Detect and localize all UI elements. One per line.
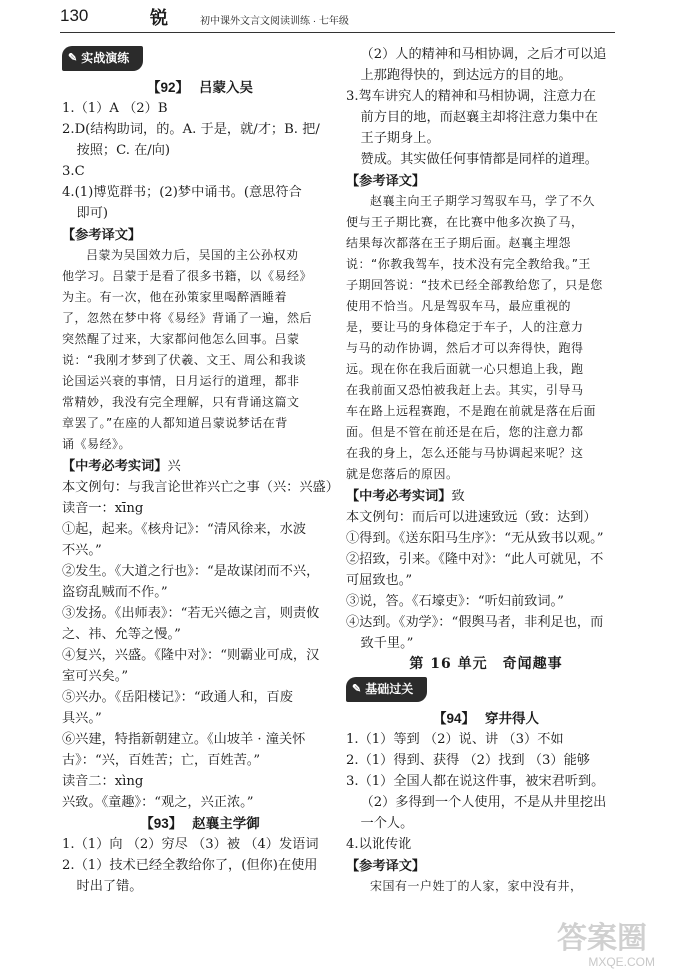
translation-line: 使用不恰当。凡是驾驭车马，最应重视的 — [346, 299, 572, 313]
meaning-line: 可屈致也。” — [346, 573, 413, 588]
answer-line: 时出了错。 — [76, 879, 143, 894]
example-sentence: 本文例句：而后可以进速致远（致：达到） — [346, 510, 597, 525]
reference-translation-label: 【参考译文】 — [62, 227, 142, 242]
translation-line: 在我前面又恐怕被我赶上去。其实，引导马 — [346, 383, 584, 397]
answer-line: 1.（1）向 （2）穷尽 （3）被 （4）发语词 — [62, 837, 319, 852]
meaning-line: ②发生。《大道之行也》：“是故谋闭而不兴， — [62, 564, 320, 579]
answer-line: 2.（1）得到、获得 （2）找到 （3）能够 — [346, 753, 590, 768]
page-header — [0, 0, 675, 40]
header-rule — [60, 32, 615, 33]
answer-line: 4.以讹传讹 — [346, 837, 412, 852]
translation-line: 常精妙，我没有完全理解，只有背诵这篇文 — [62, 395, 300, 409]
series-title: 初中课外文言文阅读训练 · 七年级 — [200, 16, 349, 27]
answer-line: 一个人。 — [360, 816, 414, 831]
meaning-line: 致千里。” — [360, 636, 414, 651]
answer-line: 3.（1）全国人都在说这件事，被宋君听到。 — [346, 774, 605, 789]
meaning-line: ④复兴，兴盛。《隆中对》：“则霸业可成，汉 — [62, 648, 320, 663]
unit-title: 第 16 单元 奇闻趣事 — [409, 656, 563, 672]
meaning-line: ②招致，引来。《隆中对》：“此人可就见，不 — [346, 552, 604, 567]
translation-line: 与马的动作协调，然后才可以奔得快，跑得 — [346, 341, 584, 355]
answer-line: 前方目的地，而赵襄主却将注意力集中在 — [360, 110, 598, 125]
pencil-icon: ✎ — [68, 52, 78, 64]
translation-line: 为主。有一次，他在孙策家里喝醉酒睡着 — [62, 290, 288, 304]
translation-line: 是，要让马的身体稳定于车子，人的注意力 — [346, 320, 584, 334]
meaning-line: ④达到。《劝学》：“假舆马者，非利足也，而 — [346, 615, 604, 630]
answer-line: 2.D(结构助词，的。A. 于是，就/才；B. 把/ — [62, 122, 320, 137]
exam-word-heading: 【中考必考实词】致 — [346, 488, 465, 504]
meaning-line: ③说，答。《石壕吏》：“听妇前致词。” — [346, 594, 564, 609]
example-sentence: 本文例句：与我言论世祚兴亡之事（兴：兴盛） — [62, 480, 339, 495]
meaning-line: ①起，起来。《核舟记》：“清风徐来，水波 — [62, 522, 307, 537]
answer-line: 1.（1）A （2）B — [62, 101, 168, 116]
question-title-94: 【94】 穿井得人 — [432, 711, 540, 726]
translation-line: 就是您落后的原因。 — [346, 467, 459, 481]
reference-translation-label: 【参考译文】 — [346, 858, 426, 873]
answer-line: 上那跑得快的，到达远方的目的地。 — [360, 68, 572, 83]
page-number: 130 — [60, 6, 89, 25]
translation-line: 车在路上远程赛跑，不是跑在前就是落在后面 — [346, 404, 597, 418]
question-title-92: 【92】 吕蒙入吴 — [146, 80, 254, 95]
answer-line: 3.驾车讲究人的精神和马相协调，注意力在 — [346, 89, 596, 104]
meaning-line: ⑥兴建，特指新朝建立。《山坡羊 · 潼关怀 — [62, 732, 306, 747]
reading-two: 读音二：xìng — [62, 774, 144, 789]
meaning-line: 盗窃乱贼而不作。” — [62, 585, 168, 600]
answer-line: 即可) — [76, 206, 109, 221]
right-column — [346, 44, 626, 897]
answer-line: （2）人的精神和马相协调，之后才可以追 — [360, 47, 607, 62]
answer-line: 4.(1)博览群书；(2)梦中诵书。(意思符合 — [62, 185, 302, 200]
question-title-93: 【93】 赵襄主学御 — [140, 816, 260, 831]
meaning-line: ③发扬。《出师表》：“若无兴德之言，则责攸 — [62, 606, 320, 621]
translation-line: 他学习。吕蒙于是看了很多书籍，以《易经》 — [62, 269, 313, 283]
meaning-line: ①得到。《送东阳马生序》：“无从致书以观。” — [346, 531, 604, 546]
translation-line: 吕蒙为吴国效力后，吴国的主公孙权劝 — [86, 248, 299, 262]
translation-line: 突然醒了过来，大家都问他怎么回事。吕蒙 — [62, 332, 300, 346]
translation-line: 诵《易经》。 — [62, 437, 132, 451]
exam-word-heading: 【中考必考实词】兴 — [62, 458, 181, 474]
meaning-line: 之、祎、允等之慢。” — [62, 627, 181, 642]
translation-line: 在我的身上，怎么还能与马协调起来呢？这 — [346, 446, 584, 460]
translation-line: 说：“我刚才梦到了伏羲、文王、周公和我谈 — [62, 353, 307, 367]
section-tag-practice: ✎ 实战演练 — [62, 46, 143, 71]
watermark-logo: 答案圈 — [557, 922, 647, 955]
meaning-line: 古》：“兴，百姓苦；亡，百姓苦。” — [62, 753, 261, 768]
translation-line: 说：“你教我驾车，技术没有完全教给我。”王 — [346, 257, 591, 271]
answer-line: （2）多得到一个人使用，不是从井里挖出 — [360, 795, 607, 810]
translation-line: 面。但是不管在前还是在后，您的注意力都 — [346, 425, 584, 439]
answer-line: 王子期身上。 — [360, 131, 440, 146]
meaning-line: 兴致。《童趣》：“观之，兴正浓。” — [62, 795, 254, 810]
left-column — [62, 44, 338, 897]
translation-line: 了，忽然在梦中将《易经》背诵了一遍，然后 — [62, 311, 313, 325]
translation-line: 赵襄主向王子期学习驾驭车马，学了不久 — [370, 194, 596, 208]
translation-line: 宋国有一户姓丁的人家，家中没有井， — [370, 879, 583, 893]
watermark-url: MXQE.COM — [588, 955, 655, 969]
meaning-line: 具兴。” — [62, 711, 102, 726]
pencil-icon: ✎ — [352, 683, 362, 695]
reference-translation-label: 【参考译文】 — [346, 173, 426, 188]
reading-one: 读音一：xīng — [62, 501, 144, 516]
translation-line: 便与王子期比赛，在比赛中他多次换了马， — [346, 215, 584, 229]
section-tag-basics: ✎ 基础过关 — [346, 677, 427, 702]
translation-line: 远。现在你在我后面就一心只想追上我，跑 — [346, 362, 584, 376]
answer-line: 3.C — [62, 164, 85, 179]
answer-line: 1.（1）等到 （2）说、讲 （3）不如 — [346, 732, 564, 747]
translation-line: 子期回答说：“技术已经全部教给您了，只是您 — [346, 278, 603, 292]
meaning-line: 室可兴矣。” — [62, 669, 129, 684]
meaning-line: ⑤兴办。《岳阳楼记》：“政通人和，百废 — [62, 690, 293, 705]
brand-logo-icon: 锐 — [150, 8, 168, 29]
translation-line: 论国运兴衰的事情，日月运行的道理，都非 — [62, 374, 300, 388]
answer-line: 2.（1）技术已经全教给你了，(但你)在使用 — [62, 858, 318, 873]
translation-line: 章罢了。”在座的人都知道吕蒙说梦话在背 — [62, 416, 288, 430]
answer-line: 按照；C. 在/向) — [76, 143, 171, 158]
meaning-line: 不兴。” — [62, 543, 102, 558]
answer-line: 赞成。其实做任何事情都是同样的道理。 — [360, 152, 598, 167]
translation-line: 结果每次都落在王子期后面。赵襄主埋怨 — [346, 236, 572, 250]
